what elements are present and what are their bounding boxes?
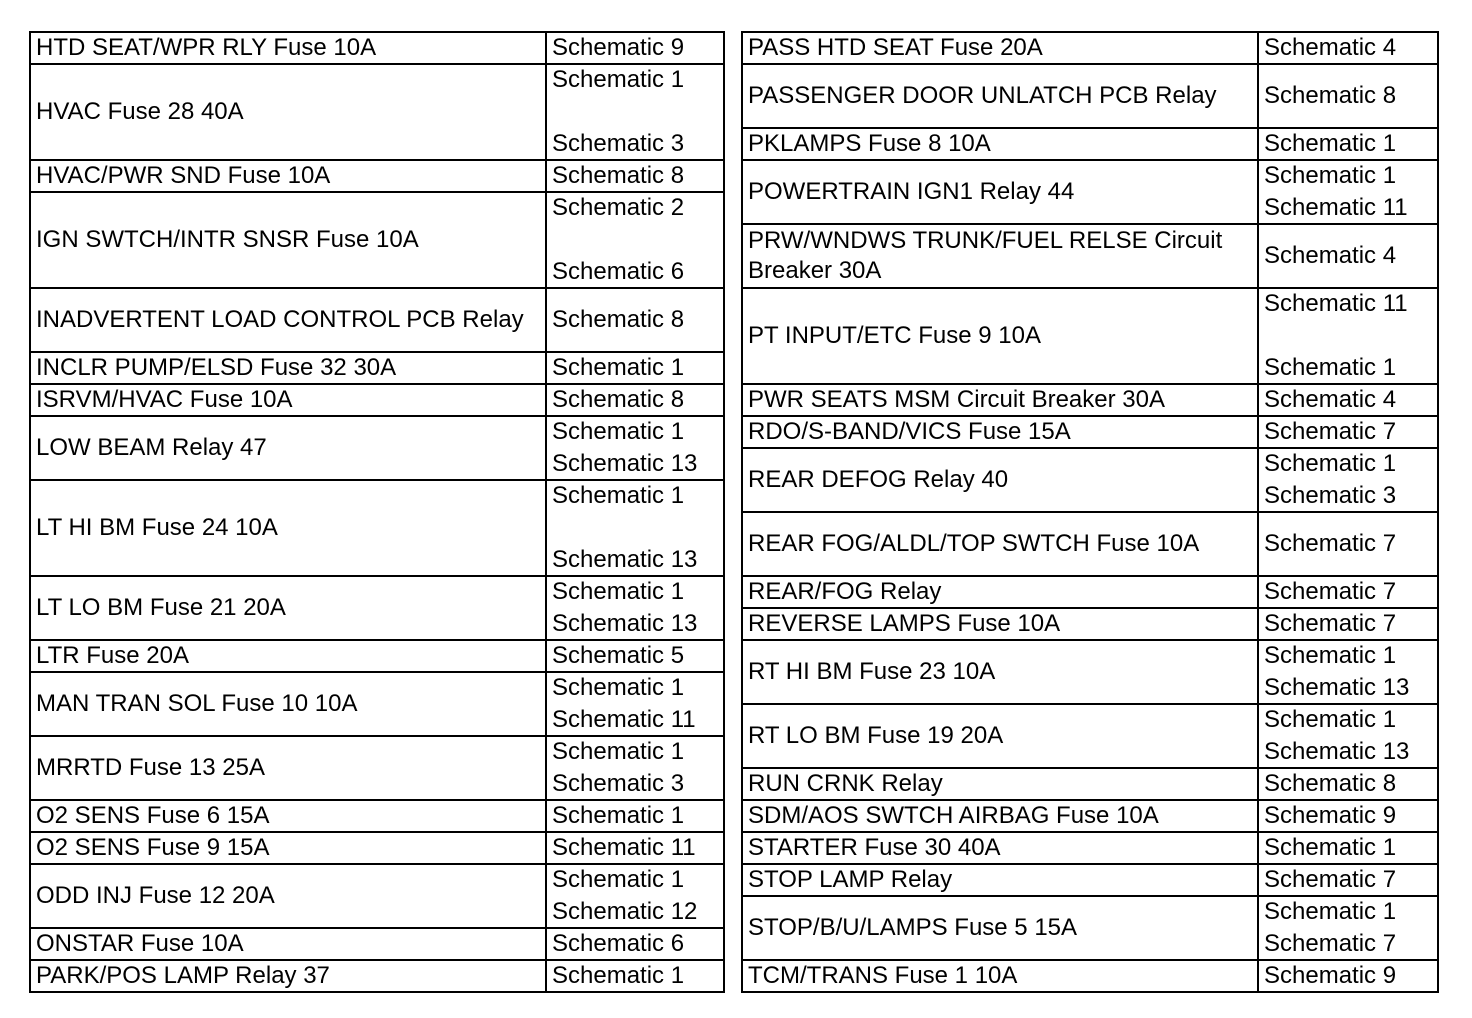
schematic-cell [1258, 608, 1438, 640]
table-row [742, 896, 1438, 960]
table-row [30, 352, 724, 384]
schematic-ref: Schematic 9 [1264, 962, 1397, 989]
schematic-ref: Schematic 1 [552, 418, 685, 445]
schematic-ref: Schematic 8 [552, 162, 685, 189]
schematic-ref: Schematic 13 [552, 546, 698, 573]
table-row [30, 192, 724, 288]
component-cell: LT LO BM Fuse 21 20A [30, 576, 546, 640]
table-row [742, 288, 1438, 384]
component-cell: PT INPUT/ETC Fuse 9 10A [742, 288, 1258, 384]
component-cell: POWERTRAIN IGN1 Relay 44 [742, 160, 1258, 224]
table-row [30, 480, 724, 576]
table-row [30, 928, 724, 960]
schematic-cell [1258, 960, 1438, 992]
schematic-cell [546, 672, 724, 736]
schematic-ref: Schematic 3 [552, 130, 685, 157]
schematic-cell [1258, 800, 1438, 832]
schematic-ref: Schematic 1 [552, 738, 685, 765]
table-row [30, 672, 724, 736]
component-cell: HTD SEAT/WPR RLY Fuse 10A [30, 32, 546, 64]
component-cell: REAR DEFOG Relay 40 [742, 448, 1258, 512]
schematic-ref: Schematic 1 [552, 802, 685, 829]
schematic-cell [1258, 224, 1438, 288]
table-row [742, 448, 1438, 512]
schematic-ref: Schematic 13 [552, 450, 698, 477]
table-row [30, 160, 724, 192]
table-row [30, 32, 724, 64]
schematic-cell [1258, 576, 1438, 608]
schematic-cell [1258, 416, 1438, 448]
component-cell: TCM/TRANS Fuse 1 10A [742, 960, 1258, 992]
table-row [742, 864, 1438, 896]
schematic-ref: Schematic 6 [552, 930, 685, 957]
table-row [742, 960, 1438, 992]
schematic-cell [546, 800, 724, 832]
schematic-cell [1258, 448, 1438, 512]
schematic-ref: Schematic 1 [552, 866, 685, 893]
schematic-cell [1258, 640, 1438, 704]
component-cell: STOP/B/U/LAMPS Fuse 5 15A [742, 896, 1258, 960]
component-cell: LTR Fuse 20A [30, 640, 546, 672]
component-cell: PRW/WNDWS TRUNK/FUEL RELSE Circuit Breaker 30A [742, 224, 1258, 288]
component-cell: STARTER Fuse 30 40A [742, 832, 1258, 864]
schematic-ref: Schematic 7 [1264, 866, 1397, 893]
component-cell: ISRVM/HVAC Fuse 10A [30, 384, 546, 416]
component-cell: RDO/S-BAND/VICS Fuse 15A [742, 416, 1258, 448]
schematic-cell [546, 192, 724, 288]
component-cell: PASS HTD SEAT Fuse 20A [742, 32, 1258, 64]
table-row [30, 416, 724, 480]
schematic-ref: Schematic 11 [1264, 290, 1408, 317]
schematic-ref: Schematic 3 [552, 770, 685, 797]
table-row [742, 512, 1438, 576]
table-row [30, 640, 724, 672]
table-row [742, 128, 1438, 160]
table-row [742, 416, 1438, 448]
table-row [30, 960, 724, 992]
schematic-cell [546, 384, 724, 416]
schematic-cell [1258, 64, 1438, 128]
table-row [742, 224, 1438, 288]
schematic-ref: Schematic 1 [552, 578, 685, 605]
component-cell: INADVERTENT LOAD CONTROL PCB Relay [30, 288, 546, 352]
schematic-ref: Schematic 1 [1264, 834, 1397, 861]
schematic-ref: Schematic 7 [1264, 930, 1397, 957]
component-cell: REAR FOG/ALDL/TOP SWTCH Fuse 10A [742, 512, 1258, 576]
schematic-cell [546, 960, 724, 992]
table-row [742, 704, 1438, 768]
schematic-cell [1258, 704, 1438, 768]
schematic-ref: Schematic 8 [1264, 770, 1397, 797]
table-row [742, 384, 1438, 416]
schematic-ref: Schematic 1 [552, 482, 685, 509]
component-cell: PWR SEATS MSM Circuit Breaker 30A [742, 384, 1258, 416]
schematic-cell [1258, 128, 1438, 160]
component-cell: RT HI BM Fuse 23 10A [742, 640, 1258, 704]
fuse-table-right [741, 31, 1439, 993]
schematic-cell [1258, 832, 1438, 864]
schematic-ref: Schematic 1 [1264, 130, 1397, 157]
component-cell: O2 SENS Fuse 9 15A [30, 832, 546, 864]
schematic-ref: Schematic 4 [1264, 386, 1397, 413]
schematic-ref: Schematic 1 [552, 962, 685, 989]
schematic-ref: Schematic 11 [552, 834, 696, 861]
table-row [742, 64, 1438, 128]
schematic-ref: Schematic 1 [1264, 354, 1397, 381]
fuse-table-left [29, 31, 725, 993]
component-cell: RUN CRNK Relay [742, 768, 1258, 800]
schematic-ref: Schematic 8 [1264, 82, 1397, 109]
schematic-cell [546, 288, 724, 352]
schematic-ref: Schematic 12 [552, 898, 698, 925]
component-cell: REVERSE LAMPS Fuse 10A [742, 608, 1258, 640]
schematic-ref: Schematic 7 [1264, 530, 1397, 557]
schematic-cell [546, 160, 724, 192]
schematic-ref: Schematic 2 [552, 194, 685, 221]
schematic-ref: Schematic 13 [1264, 738, 1410, 765]
component-cell: O2 SENS Fuse 6 15A [30, 800, 546, 832]
schematic-ref: Schematic 1 [1264, 162, 1397, 189]
schematic-ref: Schematic 11 [1264, 194, 1408, 221]
schematic-cell [546, 32, 724, 64]
table-row [742, 32, 1438, 64]
component-cell: ONSTAR Fuse 10A [30, 928, 546, 960]
table-row [742, 608, 1438, 640]
table-row [30, 288, 724, 352]
schematic-cell [546, 416, 724, 480]
component-cell: HVAC Fuse 28 40A [30, 64, 546, 160]
table-row [742, 640, 1438, 704]
table-row [742, 832, 1438, 864]
component-cell: HVAC/PWR SND Fuse 10A [30, 160, 546, 192]
schematic-cell [546, 352, 724, 384]
schematic-ref: Schematic 5 [552, 642, 685, 669]
schematic-ref: Schematic 6 [552, 258, 685, 285]
table-row [742, 160, 1438, 224]
schematic-cell [1258, 288, 1438, 384]
schematic-ref: Schematic 1 [552, 354, 685, 381]
component-cell: PASSENGER DOOR UNLATCH PCB Relay [742, 64, 1258, 128]
table-row [30, 832, 724, 864]
schematic-ref: Schematic 13 [1264, 674, 1410, 701]
schematic-ref: Schematic 1 [1264, 706, 1397, 733]
table-row [30, 864, 724, 928]
component-cell: IGN SWTCH/INTR SNSR Fuse 10A [30, 192, 546, 288]
schematic-cell [546, 576, 724, 640]
schematic-cell [1258, 160, 1438, 224]
schematic-cell [1258, 384, 1438, 416]
component-cell: MRRTD Fuse 13 25A [30, 736, 546, 800]
table-row [742, 768, 1438, 800]
component-cell: LT HI BM Fuse 24 10A [30, 480, 546, 576]
component-cell: ODD INJ Fuse 12 20A [30, 864, 546, 928]
table-row [30, 576, 724, 640]
schematic-ref: Schematic 1 [552, 66, 685, 93]
schematic-cell [1258, 864, 1438, 896]
schematic-cell [1258, 768, 1438, 800]
component-cell: LOW BEAM Relay 47 [30, 416, 546, 480]
schematic-ref: Schematic 11 [552, 706, 696, 733]
schematic-cell [1258, 512, 1438, 576]
component-cell: MAN TRAN SOL Fuse 10 10A [30, 672, 546, 736]
table-row [742, 576, 1438, 608]
component-cell: REAR/FOG Relay [742, 576, 1258, 608]
table-row [30, 800, 724, 832]
table-row [742, 800, 1438, 832]
schematic-ref: Schematic 7 [1264, 418, 1397, 445]
schematic-cell [546, 64, 724, 160]
schematic-ref: Schematic 1 [1264, 450, 1397, 477]
schematic-ref: Schematic 8 [552, 306, 685, 333]
schematic-ref: Schematic 1 [552, 674, 685, 701]
schematic-ref: Schematic 4 [1264, 242, 1397, 269]
component-cell: INCLR PUMP/ELSD Fuse 32 30A [30, 352, 546, 384]
schematic-ref: Schematic 7 [1264, 578, 1397, 605]
schematic-cell [546, 832, 724, 864]
schematic-ref: Schematic 3 [1264, 482, 1397, 509]
schematic-cell [546, 928, 724, 960]
schematic-ref: Schematic 8 [552, 386, 685, 413]
component-cell: PKLAMPS Fuse 8 10A [742, 128, 1258, 160]
schematic-cell [1258, 32, 1438, 64]
schematic-ref: Schematic 13 [552, 610, 698, 637]
table-row [30, 384, 724, 416]
schematic-ref: Schematic 1 [1264, 642, 1397, 669]
schematic-cell [546, 736, 724, 800]
schematic-ref: Schematic 9 [1264, 802, 1397, 829]
schematic-cell [546, 480, 724, 576]
schematic-ref: Schematic 7 [1264, 610, 1397, 637]
schematic-ref: Schematic 1 [1264, 898, 1397, 925]
component-cell: STOP LAMP Relay [742, 864, 1258, 896]
schematic-ref: Schematic 9 [552, 34, 685, 61]
component-cell: PARK/POS LAMP Relay 37 [30, 960, 546, 992]
table-row [30, 736, 724, 800]
component-cell: SDM/AOS SWTCH AIRBAG Fuse 10A [742, 800, 1258, 832]
schematic-cell [546, 864, 724, 928]
table-row [30, 64, 724, 160]
component-cell: RT LO BM Fuse 19 20A [742, 704, 1258, 768]
schematic-cell [1258, 896, 1438, 960]
schematic-ref: Schematic 4 [1264, 34, 1397, 61]
schematic-cell [546, 640, 724, 672]
